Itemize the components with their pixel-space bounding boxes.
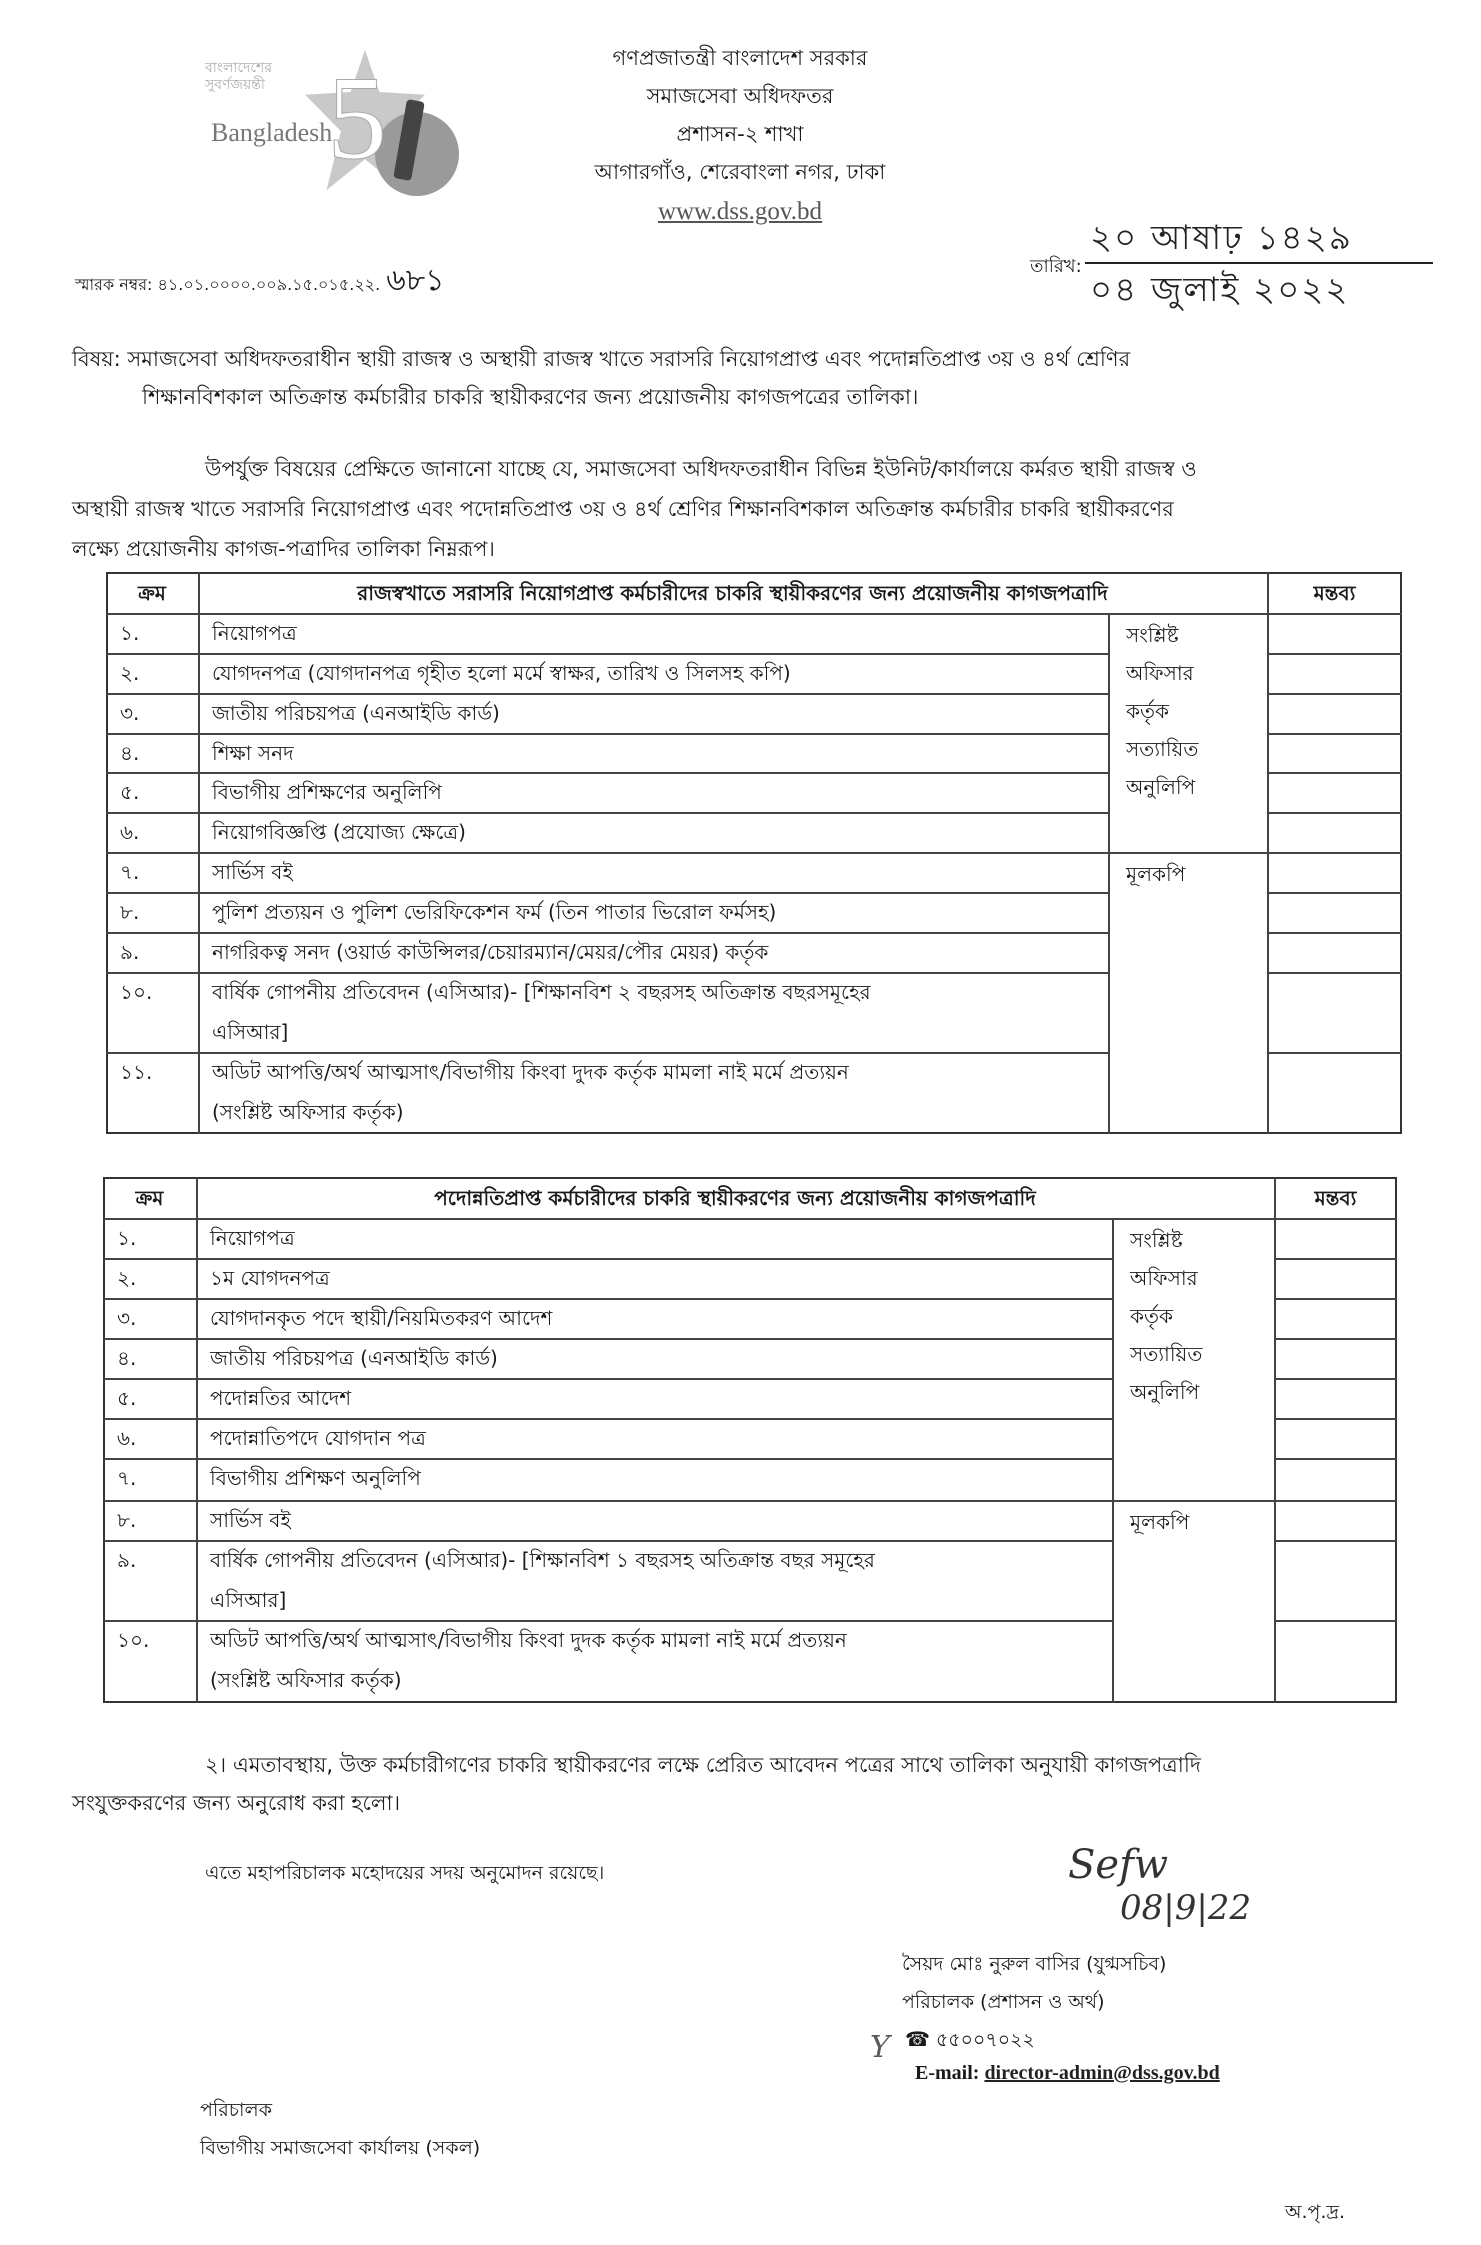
attested-copy-label: অফিসার	[1126, 661, 1194, 685]
row-text: নিয়োগপত্র	[212, 621, 297, 645]
row-text: পুলিশ প্রত্যয়ন ও পুলিশ ভেরিফিকেশন ফর্ম (তিন পাতার ভিরোল ফর্মসহ)	[212, 900, 777, 924]
row-text: বিভাগীয় প্রশিক্ষণ অনুলিপি	[210, 1466, 421, 1490]
row-divider	[1267, 733, 1402, 735]
row-text: জাতীয় পরিচয়পত্র (এনআইডি কার্ড)	[210, 1346, 498, 1370]
row-divider	[1274, 1378, 1397, 1380]
closing-line-2: সংযুক্তকরণের জন্য অনুরোধ করা হলো।	[72, 1791, 401, 1815]
header-serial: ক্রম	[135, 1186, 164, 1210]
row-divider	[1274, 1298, 1397, 1300]
phone-number: ৫৫০০৭০২২	[935, 2029, 1035, 2051]
phone-line	[905, 2026, 1035, 2058]
row-divider	[1274, 1620, 1397, 1622]
row-serial: ৯.	[117, 1548, 137, 1572]
row-text: ১ম যোগদনপত্র	[210, 1266, 330, 1290]
intro-line-2: অস্থায়ী রাজস্ব খাতে সরাসরি নিয়োগপ্রাপ্ত এবং পদোন্নতিপ্রাপ্ত ৩য় ও ৪র্থ শ্রেণির শিক্ষানবিশকাল অতিক্রান্ত কর্মচারীর চাকরি স্থায়ীকরণের	[72, 497, 1174, 521]
header-remarks: মন্তব্য	[1313, 581, 1356, 605]
recipient-title: পরিচালক	[200, 2099, 272, 2121]
row-serial: ৬.	[117, 1426, 137, 1450]
row-serial: ২.	[117, 1266, 137, 1290]
row-serial: ৮.	[120, 900, 140, 924]
row-text-continued: এসিআর]	[210, 1588, 287, 1612]
row-divider	[103, 1218, 1397, 1220]
row-text: শিক্ষা সনদ	[212, 741, 294, 765]
row-divider	[1267, 772, 1402, 774]
row-serial: ৩.	[117, 1306, 137, 1330]
row-serial: ৬.	[120, 820, 140, 844]
row-divider	[1274, 1258, 1397, 1260]
email-link[interactable]: director-admin@dss.gov.bd	[984, 2062, 1220, 2084]
row-divider	[1267, 852, 1402, 854]
row-text: অডিট আপত্তি/অর্থ আত্মসাৎ/বিভাগীয় কিংবা দুদক কর্তৃক মামলা নাই মর্মে প্রত্যয়ন	[210, 1628, 847, 1652]
attested-copy-label: সংশ্লিষ্ট	[1130, 1228, 1183, 1252]
row-divider	[106, 613, 1402, 615]
header-title: পদোন্নতিপ্রাপ্ত কর্মচারীদের চাকরি স্থায়ীকরণের জন্য প্রয়োজনীয় কাগজপত্রাদি	[434, 1186, 1036, 1210]
row-text: পদোন্নাতিপদে যোগদান পত্র	[210, 1426, 426, 1450]
col-divider-serial	[196, 1177, 198, 1703]
row-serial: ৭.	[117, 1466, 137, 1490]
memo-handwritten-suffix: ৬৮১	[386, 263, 445, 298]
row-divider	[1267, 932, 1402, 934]
row-serial: ১১.	[120, 1060, 153, 1084]
row-divider	[1274, 1338, 1397, 1340]
row-text-continued: (সংশ্লিষ্ট অফিসার কর্তৃক)	[210, 1668, 402, 1692]
row-serial: ১.	[117, 1226, 137, 1250]
row-text: বিভাগীয় প্রশিক্ষণের অনুলিপি	[212, 780, 442, 804]
logo-five: 5	[327, 51, 387, 184]
attested-copy-label: সত্যায়িত	[1126, 737, 1199, 761]
row-text: পদোন্নতির আদেশ	[210, 1386, 352, 1410]
subject-line-1: বিষয়: সমাজসেবা অধিদফতরাধীন স্থায়ী রাজস্ব ও অস্থায়ী রাজস্ব খাতে সরাসরি নিয়োগপ্রাপ্ত এবং পদোন্নতিপ্রাপ্ত ৩য় ও ৪র্থ শ্রেণির	[72, 347, 1131, 371]
email-line	[915, 2062, 1220, 2085]
website-line	[440, 198, 1040, 226]
row-text: সার্ভিস বই	[212, 860, 293, 884]
row-divider	[1267, 1052, 1402, 1054]
header-serial: ক্রম	[138, 581, 166, 605]
branch-name: প্রশাসন-২ শাখা	[676, 122, 804, 146]
row-serial: ১০.	[117, 1628, 150, 1652]
govt-title: গণপ্রজাতন্ত্রী বাংলাদেশ সরকার	[612, 46, 868, 70]
date-english: ০৪ জুলাই ২০২২	[1090, 270, 1350, 310]
row-serial: ১.	[120, 621, 140, 645]
col-divider-remarks	[1274, 1177, 1276, 1703]
memo-label: স্মারক নম্বর:	[75, 275, 153, 294]
initial-scrawl: Y	[870, 2030, 890, 2065]
row-text: বার্ষিক গোপনীয় প্রতিবেদন (এসিআর)- [শিক্ষানবিশ ১ বছরসহ অতিক্রান্ত বছর সমূহের	[210, 1548, 875, 1572]
attested-copy-label: অনুলিপি	[1130, 1380, 1200, 1404]
original-copy-label: মূলকপি	[1126, 862, 1186, 886]
email-label: E-mail:	[915, 2062, 980, 2084]
row-serial: ৯.	[120, 940, 140, 964]
row-divider	[1267, 812, 1402, 814]
col-divider-attest	[1108, 613, 1110, 1134]
approval-note: এতে মহাপরিচালক মহোদয়ের সদয় অনুমোদন রয়েছে।	[205, 1862, 605, 1884]
row-divider	[1267, 892, 1402, 894]
closing-line-1: ২। এমতাবস্থায়, উক্ত কর্মচারীগণের চাকরি স্থায়ীকরণের লক্ষে প্রেরিত আবেদন পত্রের সাথে তালিকা অনুযায়ী কাগজপত্রাদি	[205, 1753, 1201, 1777]
row-serial: ৮.	[117, 1508, 137, 1532]
date-bangla: ২০ আষাঢ় ১৪২৯	[1090, 218, 1353, 258]
row-divider	[1267, 693, 1402, 695]
row-divider	[1274, 1540, 1397, 1542]
row-text: যোগদানকৃত পদে স্থায়ী/নিয়মিতকরণ আদেশ	[210, 1306, 553, 1330]
memo-number	[75, 256, 445, 307]
attested-copy-label: অনুলিপি	[1126, 775, 1196, 799]
row-divider	[1274, 1418, 1397, 1420]
row-serial: ৪.	[120, 741, 140, 765]
attested-copy-label: অফিসার	[1130, 1266, 1198, 1290]
logo-english-text: Bangladesh	[211, 118, 333, 147]
signatory-designation: পরিচালক (প্রশাসন ও অর্থ)	[902, 1991, 1105, 2013]
signature-scrawl: Sefw	[1068, 1842, 1169, 1888]
row-text: বার্ষিক গোপনীয় প্রতিবেদন (এসিআর)- [শিক্ষানবিশ ২ বছরসহ অতিক্রান্ত বছরসমূহের	[212, 980, 871, 1004]
signatory-name: সৈয়দ মোঃ নুরুল বাসির (যুগ্মসচিব)	[902, 1953, 1167, 1975]
row-text-continued: (সংশ্লিষ্ট অফিসার কর্তৃক)	[212, 1100, 404, 1124]
address: আগারগাঁও, শেরেবাংলা নগর, ঢাকা	[594, 160, 886, 184]
row-text: নিয়োগপত্র	[210, 1226, 295, 1250]
recipient-office: বিভাগীয় সমাজসেবা কার্যালয় (সকল)	[200, 2137, 481, 2159]
row-text: অডিট আপত্তি/অর্থ আত্মসাৎ/বিভাগীয় কিংবা দুদক কর্তৃক মামলা নাই মর্মে প্রত্যয়ন	[212, 1060, 849, 1084]
row-serial: ৪.	[117, 1346, 137, 1370]
logo-bangla-text: বাংলাদেশের সুবর্ণজয়ন্তী	[205, 60, 272, 93]
row-text: সার্ভিস বই	[210, 1508, 291, 1532]
signature-date: 08|9|22	[1120, 1888, 1252, 1928]
row-serial: ৭.	[120, 860, 140, 884]
row-serial: ৫.	[120, 780, 140, 804]
col-divider-attest	[1112, 1218, 1114, 1703]
row-text-continued: এসিআর]	[212, 1020, 289, 1044]
row-divider	[1267, 972, 1402, 974]
row-divider	[1267, 653, 1402, 655]
date-label: তারিখ:	[1030, 256, 1082, 277]
row-text: নাগরিকত্ব সনদ (ওয়ার্ড কাউন্সিলর/চেয়ারম্যান/মেয়র/পৌর মেয়র) কর্তৃক	[212, 940, 769, 964]
attested-copy-label: কর্তৃক	[1130, 1304, 1173, 1328]
row-serial: ২.	[120, 661, 140, 685]
row-text: যোগদনপত্র (যোগদানপত্র গৃহীত হলো মর্মে স্বাক্ষর, তারিখ ও সিলসহ কপি)	[212, 661, 791, 685]
department-name: সমাজসেবা অধিদফতর	[646, 84, 834, 108]
website-link[interactable]: www.dss.gov.bd	[657, 198, 823, 225]
row-divider	[1274, 1458, 1397, 1460]
row-serial: ৩.	[120, 701, 140, 725]
row-text: জাতীয় পরিচয়পত্র (এনআইডি কার্ড)	[212, 701, 500, 725]
row-text: নিয়োগবিজ্ঞপ্তি (প্রযোজ্য ক্ষেত্রে)	[212, 820, 466, 844]
memo-value: ৪১.০১.০০০০.০০৯.১৫.০১৫.২২.	[157, 275, 381, 294]
page-turn-note: অ.পৃ.দ্র.	[1285, 2201, 1346, 2223]
subject-line-2: শিক্ষানবিশকাল অতিক্রান্ত কর্মচারীর চাকরি স্থায়ীকরণের জন্য প্রয়োজনীয় কাগজপত্রের তালিকা।	[142, 385, 919, 409]
row-serial: ১০.	[120, 980, 153, 1004]
attested-copy-label: সত্যায়িত	[1130, 1342, 1203, 1366]
row-serial: ৫.	[117, 1386, 137, 1410]
attested-copy-label: সংশ্লিষ্ট	[1126, 623, 1179, 647]
header-title: রাজস্বখাতে সরাসরি নিয়োগপ্রাপ্ত কর্মচারীদের চাকরি স্থায়ীকরণের জন্য প্রয়োজনীয় কাগজপত্রাদি	[357, 581, 1108, 605]
attested-copy-label: কর্তৃক	[1126, 699, 1169, 723]
row-divider	[1274, 1500, 1397, 1502]
intro-line-3: লক্ষ্যে প্রয়োজনীয় কাগজ-পত্রাদির তালিকা নিম্নরূপ।	[72, 537, 495, 561]
bangladesh-50-logo	[195, 40, 465, 200]
phone-icon: ☎	[905, 2027, 930, 2051]
intro-line-1: উপর্যুক্ত বিষয়ের প্রেক্ষিতে জানানো যাচ্ছে যে, সমাজসেবা অধিদফতরাধীন বিভিন্ন ইউনিট/কার্যালয়ে কর্মরত স্থায়ী রাজস্ব ও	[205, 457, 1197, 481]
header-remarks: মন্তব্য	[1314, 1186, 1357, 1210]
original-copy-label: মূলকপি	[1130, 1510, 1190, 1534]
